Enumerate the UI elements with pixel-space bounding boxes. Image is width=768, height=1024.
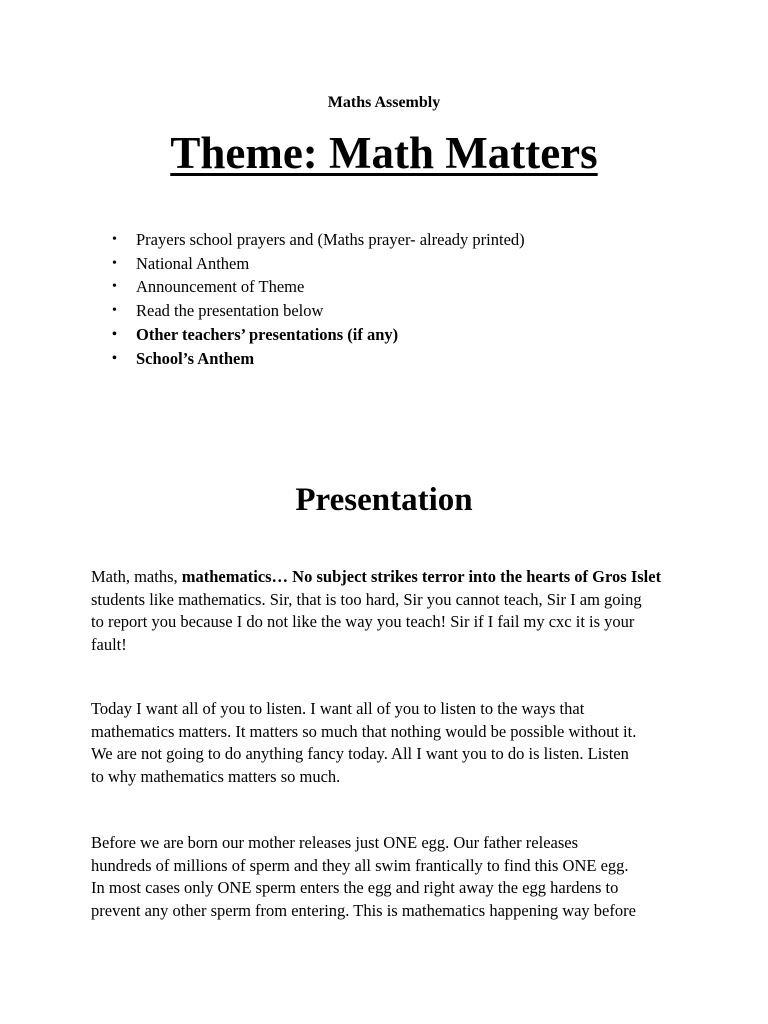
paragraph-line xyxy=(91,566,691,589)
agenda-item-text: National Anthem xyxy=(136,253,250,273)
paragraph-intro xyxy=(91,566,691,656)
paragraph-line: We are not going to do anything fancy today. All I want you to do is listen. Listen xyxy=(91,744,629,763)
agenda-item xyxy=(112,323,525,347)
paragraph-line: hundreds of millions of sperm and they all swim frantically to find this ONE egg. xyxy=(91,855,629,875)
agenda-item xyxy=(112,252,525,276)
bullet-icon: • xyxy=(112,303,117,319)
bullet-icon: • xyxy=(112,232,117,247)
agenda-item xyxy=(112,228,525,252)
document-title: Theme: Math Matters xyxy=(170,128,598,178)
document-subtitle: Maths Assembly xyxy=(327,94,441,111)
paragraph-line: Before we are born our mother releases just ONE egg. Our father releases xyxy=(91,833,579,852)
agenda-item-text: Announcement of Theme xyxy=(136,277,305,297)
paragraph-bold-text: mathematics… No subject strikes terror into the hearts of Gros Islet xyxy=(181,567,662,586)
paragraph-text: Math, maths, xyxy=(91,567,182,586)
bullet-icon: • xyxy=(112,326,117,342)
agenda-item-text: School’s Anthem xyxy=(136,348,255,368)
paragraph-line: In most cases only ONE sperm enters the egg and right away the egg hardens to xyxy=(91,878,619,897)
bullet-icon: • xyxy=(112,279,117,295)
paragraph-listen xyxy=(91,698,691,788)
paragraph-line: prevent any other sperm from entering. This is mathematics happening way before xyxy=(91,900,636,920)
agenda-item xyxy=(112,299,525,323)
agenda-item xyxy=(112,275,525,299)
paragraph-line: mathematics matters. It matters so much that nothing would be possible without it. xyxy=(91,721,637,741)
paragraph-born xyxy=(91,832,691,922)
agenda-list xyxy=(112,228,525,370)
paragraph-line: students like mathematics. Sir, that is too hard, Sir you cannot teach, Sir I am going xyxy=(91,589,642,609)
agenda-item xyxy=(112,347,525,371)
agenda-item-text: Prayers school prayers and (Maths prayer- already printed) xyxy=(136,230,525,249)
bullet-icon: • xyxy=(112,255,117,271)
paragraph-line: to report you because I do not like the way you teach! Sir if I fail my cxc it is your xyxy=(91,612,635,631)
paragraph-line: Today I want all of you to listen. I want all of you to listen to the ways that xyxy=(91,699,585,718)
agenda-item-text: Read the presentation below xyxy=(136,301,324,321)
bullet-icon: • xyxy=(112,350,117,366)
agenda-item-text: Other teachers’ presentations (if any) xyxy=(136,324,399,344)
section-heading: Presentation xyxy=(295,482,473,518)
paragraph-line: to why mathematics matters so much. xyxy=(91,766,341,786)
paragraph-line: fault! xyxy=(91,634,127,654)
